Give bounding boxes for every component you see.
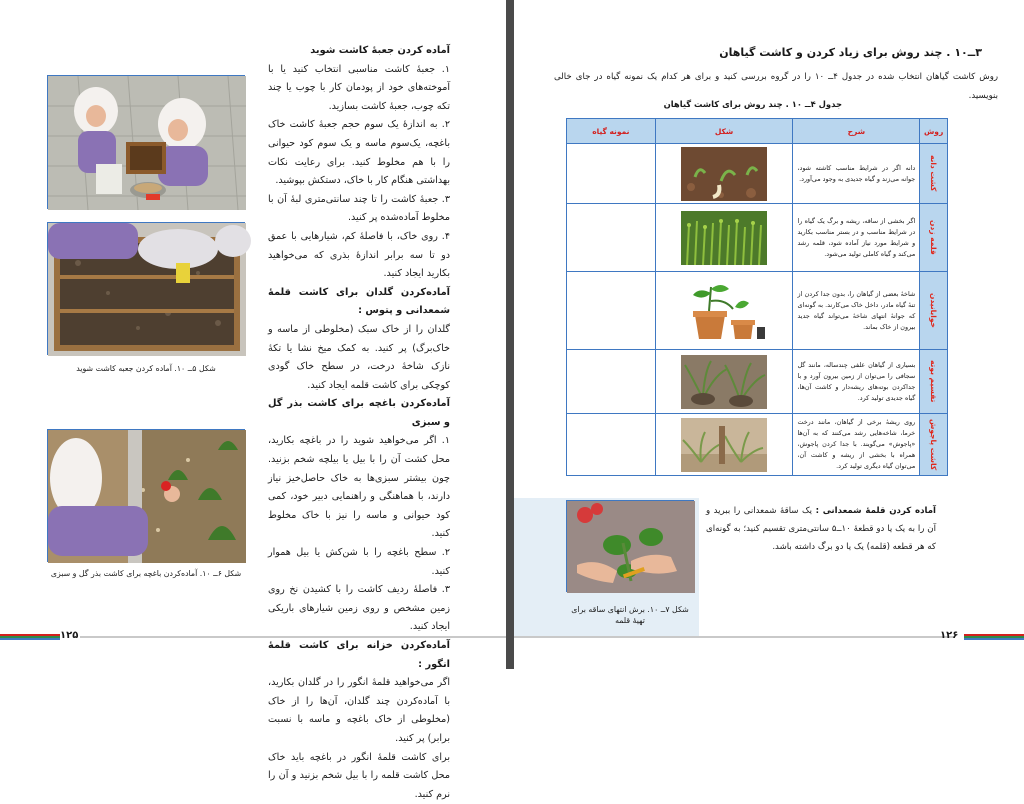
figure-7-caption: شکل ۷ــ ۱۰. برش انتهای ساقه برای تهیۀ قلمه [571, 605, 689, 625]
left-page [0, 0, 506, 800]
section-title: ۳ــ۱۰ . چند روش برای زیاد کردن و کاشت گیاهان [719, 46, 982, 59]
row-sample-blank [567, 350, 656, 414]
layering-pots-image [681, 279, 767, 343]
row-sample-blank [567, 144, 656, 204]
para-7: ۲. سطح باغچه را با شن‌کش یا بیل هموار کنید. [268, 547, 450, 577]
para-6: ۱. اگر می‌خواهید شوید را در باغچه بکارید، محل کشت آن را با بیل یا بیلچه شخم بزنید. چون بیشتر سبزی‌ها به خاک حاصل‌خیز نیاز دارند، با هماهنگی و راهنمایی دبیر خود، کمی کود حیوانی و ماسه را نیز با خاک مخلوط کنید. [268, 435, 450, 540]
row-description: اگر بخشی از ساقه، ریشه و برگ یک گیاه را در شرایط مناسب و در بستر مناسب بکارید و شرایط مورد نیاز آماده شود، قلمه رشد می‌کند و گیاه کاملی تولید می‌شود. [793, 204, 920, 272]
table-row [567, 350, 948, 414]
geranium-heading: آماده کردن قلمۀ شمعدانی : [815, 506, 936, 516]
para-8: ۳. فاصلۀ ردیف کاشت را با کشیدن نخ روی زمین مشخص و روی زمین شیارهای باریکی ایجاد کنید. [268, 584, 450, 633]
row-description: روی ریشۀ برخی از گیاهان، مانند درخت خرما، شاخه‌هایی رشد می‌کنند که به آن‌ها «پاجوش» می‌گویند. با جدا کردن پاجوش، همراه با بخشی از ریشه و کاشت آن، می‌توان گیاه دیگری تولید کرد. [793, 414, 920, 476]
table-title: جدول ۴ــ ۱۰ . چند روش برای کاشت گیاهان [663, 99, 842, 109]
seed-sprout-image [681, 147, 767, 201]
division-image [681, 355, 767, 409]
methods-table [566, 118, 948, 476]
heading-garden: آماده‌کردن باغچه برای کاشت بذر گل و سبزی [268, 398, 450, 428]
th-shape: شکل [655, 119, 793, 144]
th-description: شرح [793, 119, 920, 144]
row-description: بسیاری از گیاهان علفی چندساله، مانند گل سجافی را می‌توان از زمین بیرون آورد و با جداکردن بوته‌های ریشه‌دار و کاشت آن‌ها، گیاه جدیدی تولید کرد. [793, 350, 920, 414]
row-sample-blank [567, 204, 656, 272]
left-footer-bar [0, 634, 60, 640]
right-footer-bar [964, 634, 1024, 640]
photo-geranium-cutting [566, 500, 694, 592]
photo-garden-bed [47, 429, 245, 562]
row-sample-blank [567, 414, 656, 476]
row-sample-blank [567, 272, 656, 350]
heading-pot: آماده‌کردن گلدان برای کاشت قلمۀ شمعدانی و پتوس : [268, 286, 450, 317]
row-description: دانه اگر در شرایط مناسب کاشته شود، جوانه می‌زند و گیاه جدیدی به وجود می‌آورد. [793, 144, 920, 204]
heading-grape: آماده‌کردن خزانه برای کاشت قلمۀ انگور : [268, 640, 450, 670]
cuttings-image [681, 208, 767, 268]
row-description: شاخۀ بعضی از گیاهان را، بدون جدا کردن از تنۀ گیاه مادر، داخل خاک می‌کارند. به گونه‌ای که جوانۀ انتهای شاخۀ می‌تواند گیاه جدید بیرون از خاک بماند. [793, 272, 920, 350]
th-method: روش [920, 119, 948, 144]
table-row [567, 414, 948, 476]
table-row [567, 204, 948, 272]
geranium-text [706, 502, 936, 556]
photo-girls-planting-box [47, 75, 245, 209]
book-gutter [506, 0, 514, 669]
table-row [567, 144, 948, 204]
row-method-label: کاشت پاجوش [929, 418, 939, 471]
table-row [567, 272, 948, 350]
photo-box-soil [47, 222, 245, 355]
intro-text: روش کاشت گیاهان انتخاب شده در جدول ۴ــ ۱۰ را در گروه بررسی کنید و برای هر کدام یک نمونه گیاه در جای خالی بنویسید. [554, 72, 998, 101]
para-1: ۱. جعبۀ کاشت مناسبی انتخاب کنید یا با آموخته‌های خود از پودمان کار با چوب یا چند تکه چوب، جعبۀ کاشت بسازید. [268, 63, 450, 112]
table-header-row [567, 119, 948, 144]
para-2: ۲. به اندازۀ یک سوم حجم جعبۀ کاشت خاک باغچه، یک‌سوم ماسه و یک سوم کود حیوانی را با هم مخلوط کنید. برای رعایت نکات بهداشتی هنگام کار با خاک، دستکش بپوشید. [268, 119, 450, 187]
left-text-column [268, 42, 450, 804]
para-9: اگر می‌خواهید قلمۀ انگور را در گلدان بکارید، با آماده‌کردن چند گلدان، آن‌ها را از خاک (مخلوطی از خاک باغچه و ماسه با نسبت برابر) پر کنید. [268, 677, 450, 744]
left-footer-line [80, 636, 506, 638]
left-page-number: ۱۲۵ [60, 630, 79, 641]
figure-6-caption: شکل ۶ــ ۱۰. آماده‌کردن باغچه برای کاشت بذر گل و سبزی [50, 569, 242, 578]
para-5: گلدان را از خاک سبک (مخلوطی از ماسه و خاک‌برگ) پر کنید. به کمک میخ نشا یا تکۀ نازک شاخۀ درخت، در سطح خاک گودی کوچکی برای کاشت قلمه ایجاد کنید. [268, 323, 450, 391]
right-footer-line [514, 636, 954, 638]
suckers-palm-image [681, 418, 767, 472]
row-method-label: کشت دانه [929, 155, 939, 192]
th-sample: نمونه گیاه [567, 119, 656, 144]
right-page-number: ۱۲۶ [940, 630, 959, 641]
heading-box: آماده کردن جعبۀ کاشت شوید [310, 45, 450, 56]
para-4: ۴. روی خاک، با فاصلۀ کم، شیارهایی با عمق دو تا سه برابر اندازۀ بذری که می‌خواهید بکارید ایجاد کنید. [268, 230, 450, 280]
geranium-body: یک ساقۀ شمعدانی را ببرید و آن را به یک یا دو قطعۀ ۱۰ــ۵ سانتی‌متری تقسیم کنید؛ به گونه‌ای که هر قطعه (قلمه) یک یا دو برگ داشته باشد. [706, 506, 937, 552]
figure-5-caption: شکل ۵ــ ۱۰. آماده کردن جعبه کاشت شوید [76, 364, 216, 373]
row-method-label: تقسیم بوته [929, 360, 939, 403]
para-3: ۳. جعبۀ کاشت را تا چند سانتی‌متری لبۀ آن با مخلوط آماده‌شده پر کنید. [268, 193, 450, 224]
row-method-label: قلمه زدن [929, 220, 939, 255]
row-method-label: خوابانیدن [929, 293, 939, 328]
para-10: برای کاشت قلمۀ انگور در باغچه باید خاک محل کاشت قلمه را با بیل شخم بزنید و آن را نرم کنید. [268, 751, 450, 800]
